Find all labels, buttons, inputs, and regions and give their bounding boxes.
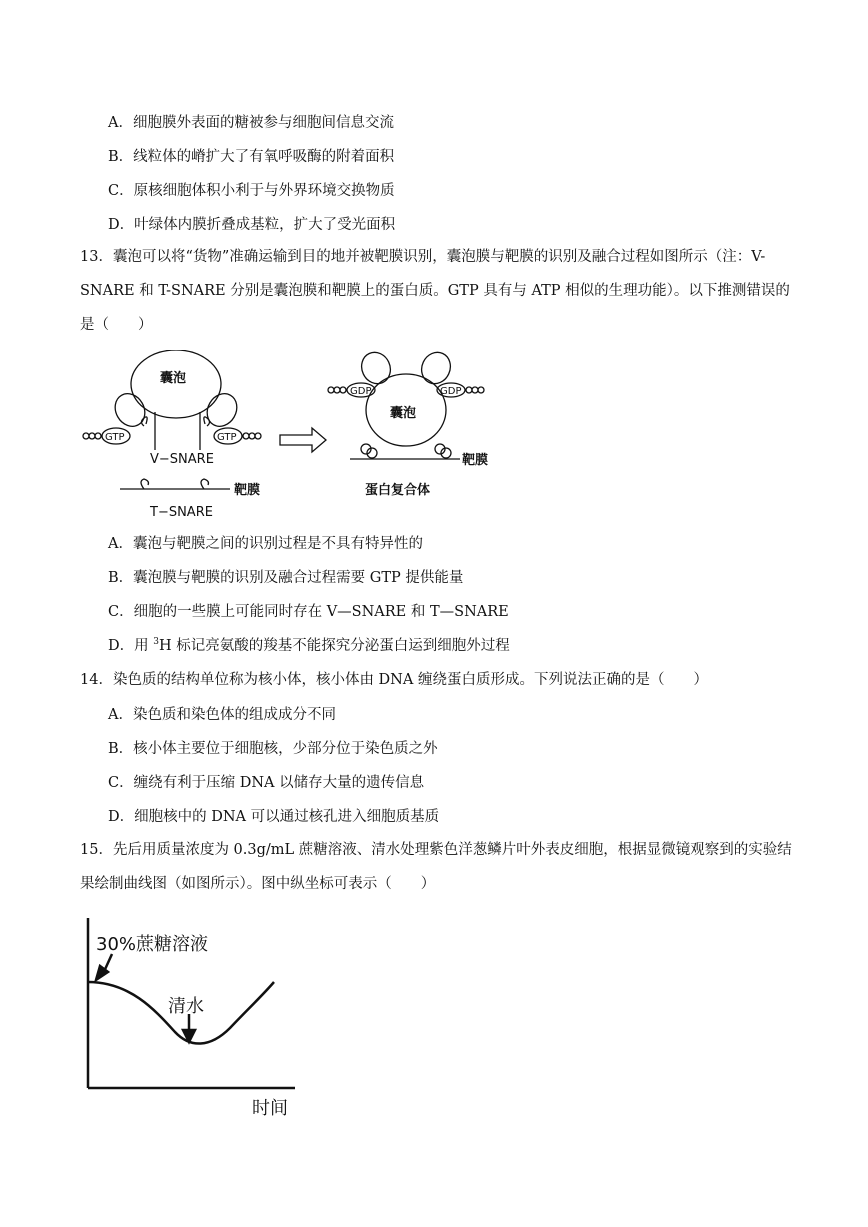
q15-figure [70, 910, 310, 1120]
process-arrow [280, 428, 326, 452]
target-membrane-left-label: 靶膜 [234, 483, 261, 498]
protein-complex-label: 蛋白复合体 [365, 483, 431, 498]
gtp-right-label: GTP [217, 432, 237, 443]
q13-option-a: A．囊泡与靶膜之间的识别过程是不具有特异性的 [108, 536, 423, 552]
q14-option-d: D．细胞核中的 DNA 可以通过核孔进入细胞质基质 [108, 809, 440, 825]
q14-option-c: C．缠绕有利于压缩 DNA 以储存大量的遗传信息 [108, 775, 425, 791]
t-snare-label: T−SNARE [150, 505, 213, 520]
q14-stem: 14．染色质的结构单位称为核小体，核小体由 DNA 缠绕蛋白质形成。下列说法正确的是（ ） [80, 672, 708, 688]
q13-stem: 13．囊泡可以将“货物”准确运输到目的地并被靶膜识别，囊泡膜与靶膜的识别及融合过程如图所示（注：V-SNARE 和 T-SNARE 分别是囊泡膜和靶膜上的蛋白质。GTP 具有与 ATP 相似的生理功能）。以下推测错误的是（ ） [80, 249, 790, 333]
q13-option-c: C．细胞的一些膜上可能同时存在 V—SNARE 和 T—SNARE [108, 604, 509, 620]
gtp-left-label: GTP [105, 432, 125, 443]
v-snare-label: V−SNARE [150, 452, 214, 467]
q13-option-d: D．用 $^3$H 标记亮氨酸的羧基不能探究分泌蛋白运到细胞外过程 [108, 637, 510, 654]
gdp-left-label: GDP [350, 386, 372, 397]
q14-option-b: B．核小体主要位于细胞核，少部分位于染色质之外 [108, 741, 438, 757]
q13-figure [80, 350, 510, 525]
label-sucrose: 30%蔗糖溶液 [96, 934, 209, 955]
q12-option-d: D．叶绿体内膜折叠成基粒，扩大了受光面积 [108, 217, 396, 233]
target-membrane-right-label: 靶膜 [462, 453, 489, 468]
q14-option-a: A．染色质和染色体的组成成分不同 [108, 707, 336, 723]
q12-option-c: C．原核细胞体积小利于与外界环境交换物质 [108, 183, 395, 199]
q13-option-b: B．囊泡膜与靶膜的识别及融合过程需要 GTP 提供能量 [108, 570, 464, 586]
q12-option-b: B．线粒体的嵴扩大了有氧呼吸酶的附着面积 [108, 149, 395, 165]
vesicle-right-label: 囊泡 [390, 406, 417, 421]
gdp-right-label: GDP [440, 386, 462, 397]
q12-option-a: A．细胞膜外表面的糖被参与细胞间信息交流 [108, 115, 394, 131]
x-axis-label: 时间 [252, 1098, 288, 1119]
gtp-protein-left-loop [109, 388, 150, 431]
label-water: 清水 [168, 996, 204, 1017]
vesicle-left-label: 囊泡 [160, 371, 187, 386]
q15-stem: 15．先后用质量浓度为 0.3g/mL 蔗糖溶液、清水处理紫色洋葱鳞片叶外表皮细胞，根据显微镜观察到的实验结果绘制曲线图（如图所示）。图中纵坐标可表示（ ） [80, 842, 792, 892]
